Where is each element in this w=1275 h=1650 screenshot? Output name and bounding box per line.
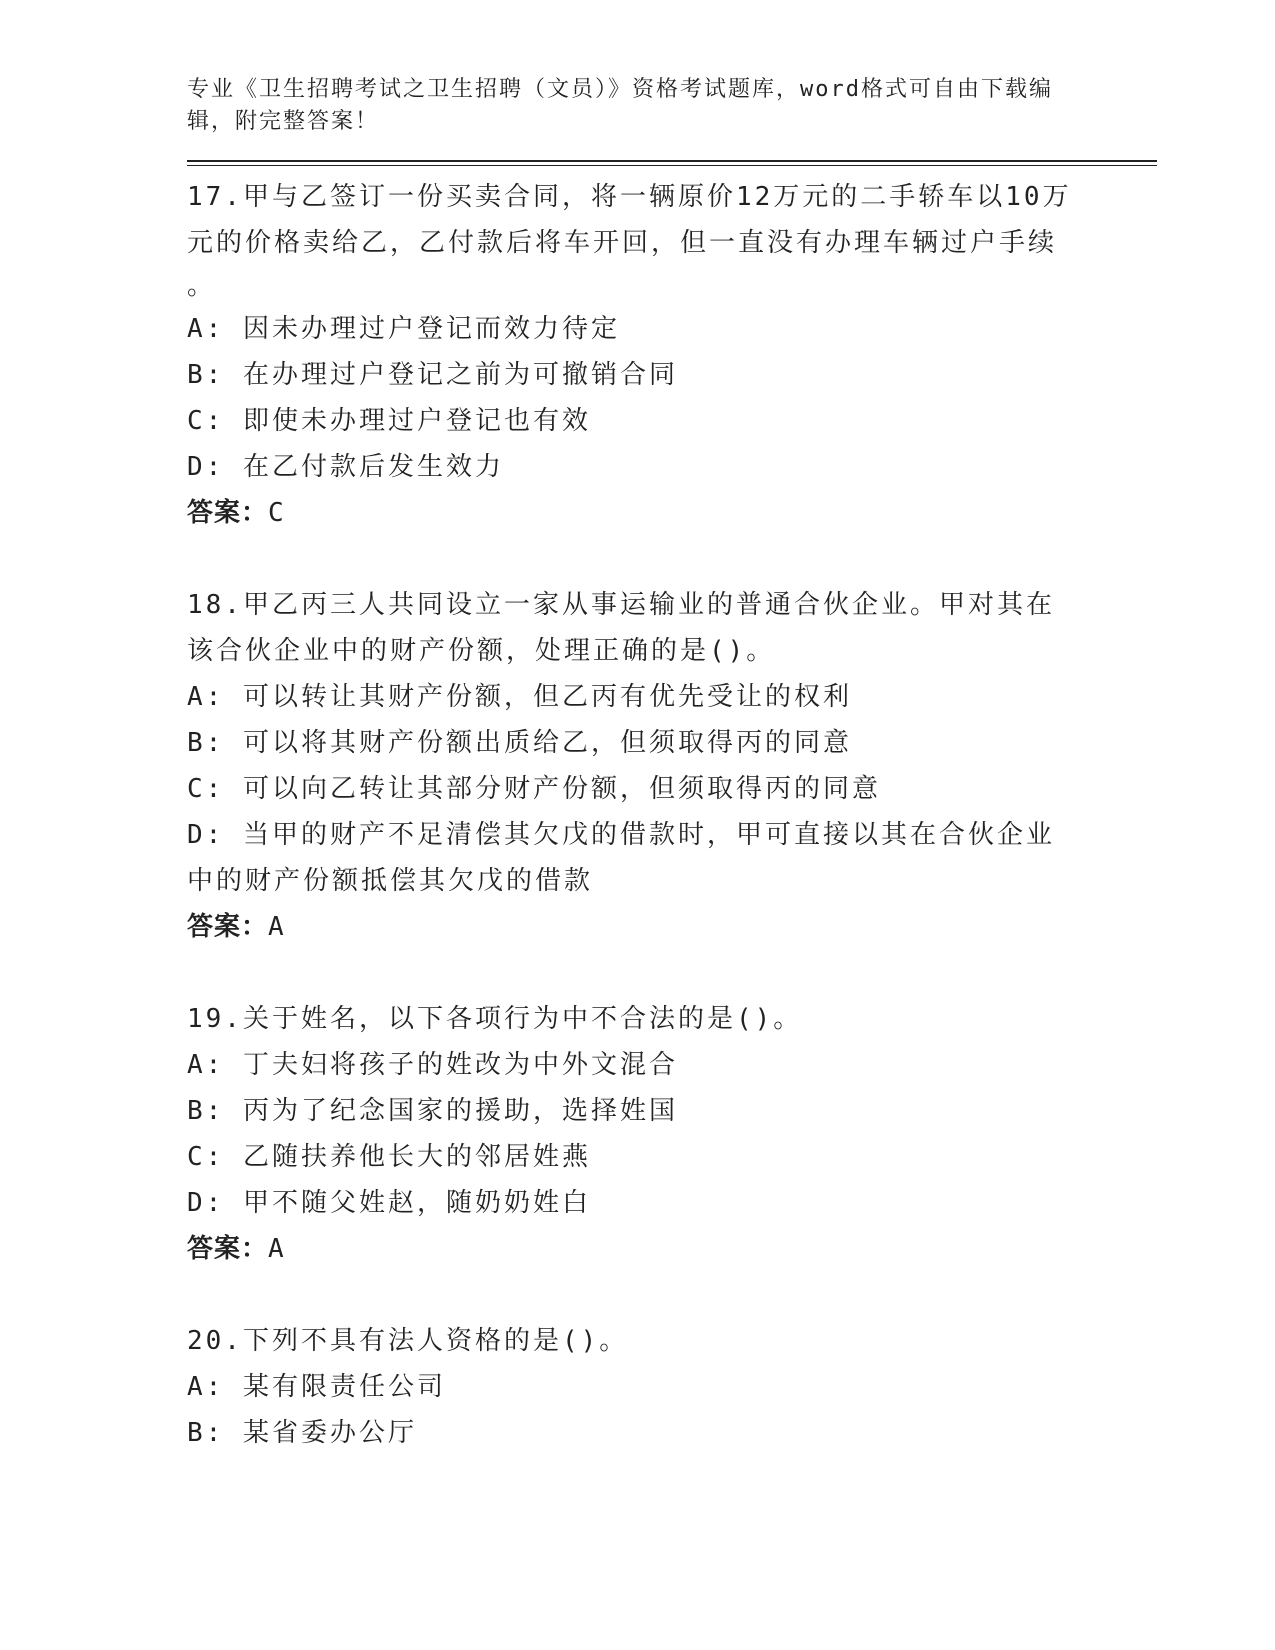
header-divider-thin: [187, 165, 1157, 166]
option-b: [187, 1410, 1077, 1456]
option-text: 在乙付款后发生效力: [242, 452, 504, 482]
option-c: [187, 398, 1077, 444]
option-b: [187, 720, 1077, 766]
option-label: B:: [187, 1096, 225, 1126]
question-19: [187, 996, 1157, 1272]
question-17: [187, 174, 1157, 536]
option-label: B:: [187, 1418, 225, 1448]
option-text: 当甲的财产不足清偿其欠戊的借款时，甲可直接以其在合伙企业中的财产份额抵偿其欠戊的借款: [187, 820, 1055, 896]
option-a: [187, 1042, 1077, 1088]
option-label: C:: [187, 1142, 225, 1172]
option-label: B:: [187, 360, 225, 390]
option-text: 可以转让其财产份额，但乙丙有优先受让的权利: [242, 682, 852, 712]
option-text: 某有限责任公司: [242, 1372, 446, 1402]
option-b: [187, 352, 1077, 398]
option-label: A:: [187, 682, 225, 712]
answer-line: [187, 1226, 1157, 1272]
option-b: [187, 1088, 1077, 1134]
question-text: 18.甲乙丙三人共同设立一家从事运输业的普通合伙企业。甲对其在该合伙企业中的财产份额，处理正确的是()。: [187, 590, 1055, 666]
option-text: 乙随扶养他长大的邻居姓燕: [242, 1142, 591, 1172]
answer-value: A: [268, 1234, 285, 1264]
spacer: [187, 950, 1157, 996]
option-a: [187, 306, 1077, 352]
option-d: [187, 812, 1077, 904]
option-text: 丙为了纪念国家的援助，选择姓国: [242, 1096, 678, 1126]
option-c: [187, 766, 1077, 812]
option-d: [187, 444, 1077, 490]
option-text: 甲不随父姓赵，随奶奶姓白: [242, 1188, 591, 1218]
option-c: [187, 1134, 1077, 1180]
option-label: C:: [187, 774, 225, 804]
answer-line: [187, 490, 1157, 536]
document-header: 专业《卫生招聘考试之卫生招聘（文员）》资格考试题库，word格式可自由下载编辑，附完整答案！: [187, 77, 1053, 134]
question-18: [187, 582, 1157, 950]
option-text: 在办理过户登记之前为可撤销合同: [242, 360, 678, 390]
option-label: D:: [187, 452, 225, 482]
option-d: [187, 1180, 1077, 1226]
question-text: 17.甲与乙签订一份买卖合同，将一辆原价12万元的二手轿车以10万元的价格卖给乙，乙付款后将车开回，但一直没有办理车辆过户手续: [187, 182, 1072, 258]
answer-label: 答案：: [187, 498, 269, 528]
option-text: 因未办理过户登记而效力待定: [242, 314, 620, 344]
answer-label: 答案：: [187, 1234, 269, 1264]
option-label: D:: [187, 1188, 225, 1218]
question-20: [187, 1318, 1157, 1456]
option-text: 可以向乙转让其部分财产份额，但须取得丙的同意: [242, 774, 881, 804]
spacer: [187, 1272, 1157, 1318]
answer-label: 答案：: [187, 912, 269, 942]
spacer: [187, 536, 1157, 582]
document-page: [187, 74, 1157, 1456]
option-label: A:: [187, 314, 225, 344]
option-a: [187, 1364, 1077, 1410]
header-divider: [187, 160, 1157, 162]
option-text: 某省委办公厅: [242, 1418, 417, 1448]
question-text: 20.下列不具有法人资格的是()。: [187, 1326, 629, 1356]
option-label: A:: [187, 1372, 225, 1402]
option-label: C:: [187, 406, 225, 436]
option-label: D:: [187, 820, 225, 850]
answer-value: A: [268, 912, 285, 942]
option-label: B:: [187, 728, 225, 758]
option-label: A:: [187, 1050, 225, 1080]
answer-value: C: [268, 498, 285, 528]
option-text: 丁夫妇将孩子的姓改为中外文混合: [242, 1050, 678, 1080]
answer-line: [187, 904, 1157, 950]
option-a: [187, 674, 1077, 720]
question-text: 19.关于姓名，以下各项行为中不合法的是()。: [187, 1004, 803, 1034]
question-text-tail: 。: [187, 271, 217, 301]
option-text: 可以将其财产份额出质给乙，但须取得丙的同意: [242, 728, 852, 758]
option-text: 即使未办理过户登记也有效: [242, 406, 591, 436]
